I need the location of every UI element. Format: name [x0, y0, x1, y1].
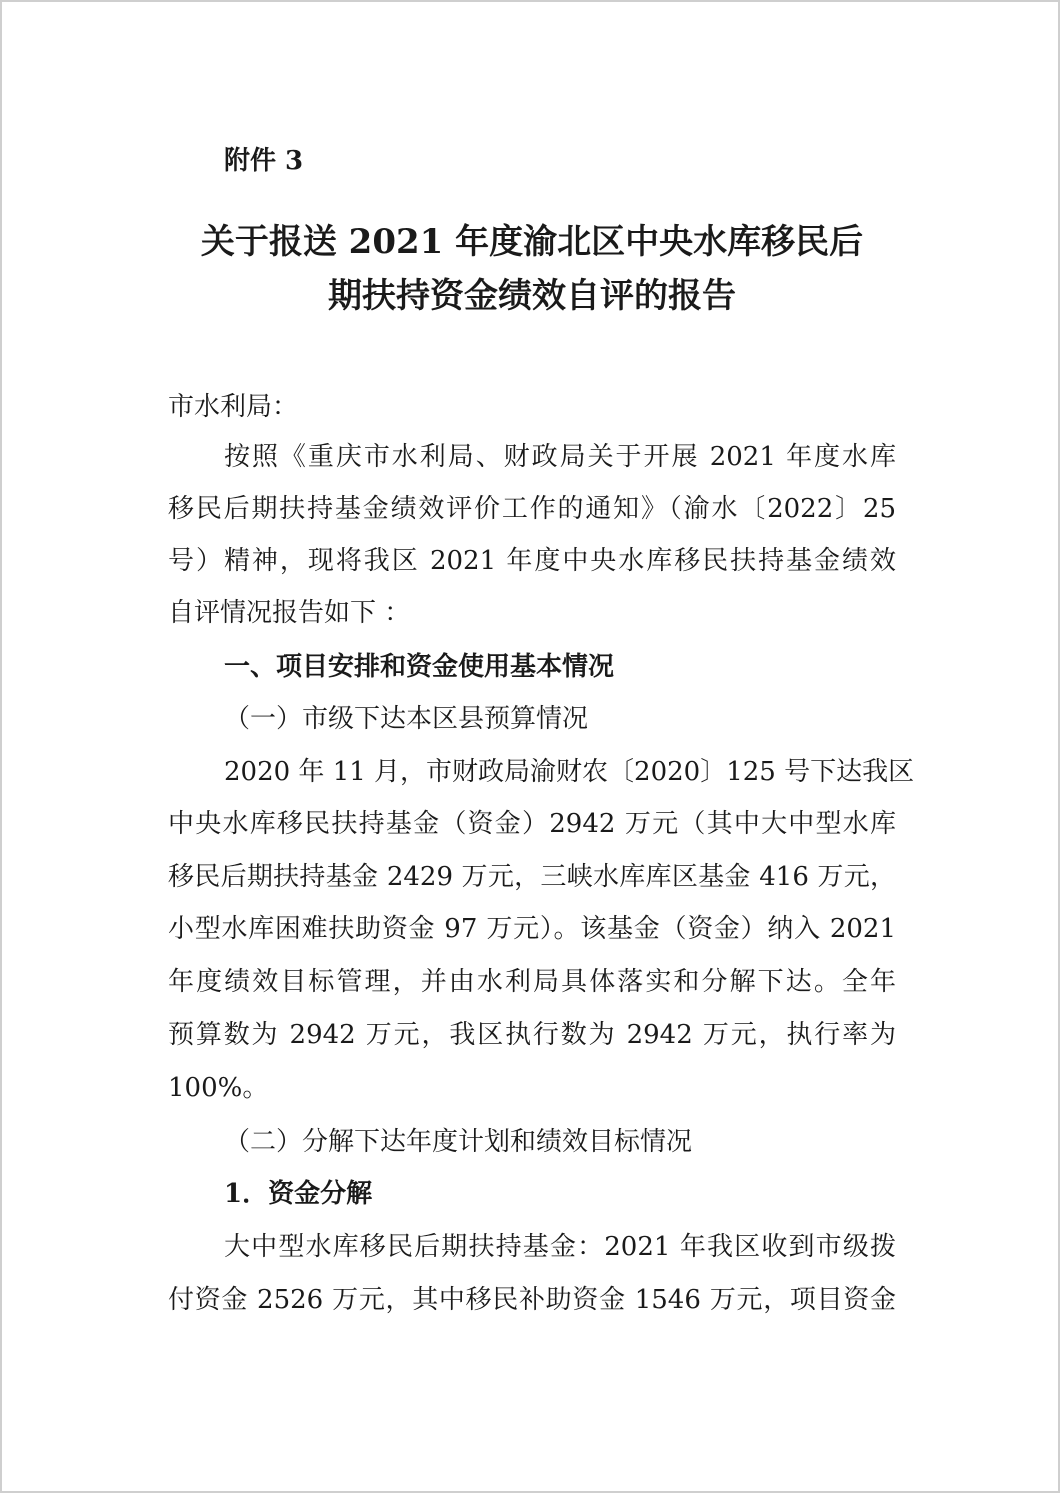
- section-heading-1: 一、项目安排和资金使用基本情况: [224, 652, 615, 682]
- subsection-heading-2: （二）分解下达年度计划和绩效目标情况: [224, 1127, 693, 1157]
- intro-line-1: 按照《重庆市水利局、财政局关于开展 2021 年度水库: [224, 442, 896, 472]
- para2-line-1: 大中型水库移民后期扶持基金：2021 年我区收到市级拨: [224, 1232, 896, 1262]
- intro-line-2: 移民后期扶持基金绩效评价工作的通知》（渝水〔2022〕25: [168, 494, 896, 524]
- para1-line-7: 100%。: [168, 1073, 269, 1103]
- para1-line-1: 2020 年 11 月，市财政局渝财农〔2020〕125 号下达我区: [224, 757, 915, 787]
- title-line-1: 关于报送 2021 年度渝北区中央水库移民后: [200, 222, 864, 262]
- subsection-heading-1: （一）市级下达本区县预算情况: [224, 704, 589, 734]
- intro-line-4: 自评情况报告如下 ：: [168, 598, 411, 628]
- para1-line-3: 移民后期扶持基金 2429 万元，三峡水库库区基金 416 万元，: [168, 862, 896, 892]
- para1-line-5: 年度绩效目标管理，并由水利局具体落实和分解下达。全年: [168, 967, 896, 997]
- salutation: 市水利局：: [168, 392, 299, 422]
- intro-line-3: 号）精神，现将我区 2021 年度中央水库移民扶持基金绩效: [168, 546, 896, 576]
- item-heading-1: 1．资金分解: [224, 1179, 373, 1209]
- para1-line-4: 小型水库困难扶助资金 97 万元）。该基金（资金）纳入 2021: [168, 914, 896, 944]
- para1-line-6: 预算数为 2942 万元，我区执行数为 2942 万元，执行率为: [168, 1020, 896, 1050]
- para1-line-2: 中央水库移民扶持基金（资金）2942 万元（其中大中型水库: [168, 809, 896, 839]
- para2-line-2: 付资金 2526 万元，其中移民补助资金 1546 万元，项目资金: [168, 1285, 896, 1315]
- attachment-label: 附件 3: [224, 146, 304, 176]
- title-line-2: 期扶持资金绩效自评的报告: [328, 276, 736, 316]
